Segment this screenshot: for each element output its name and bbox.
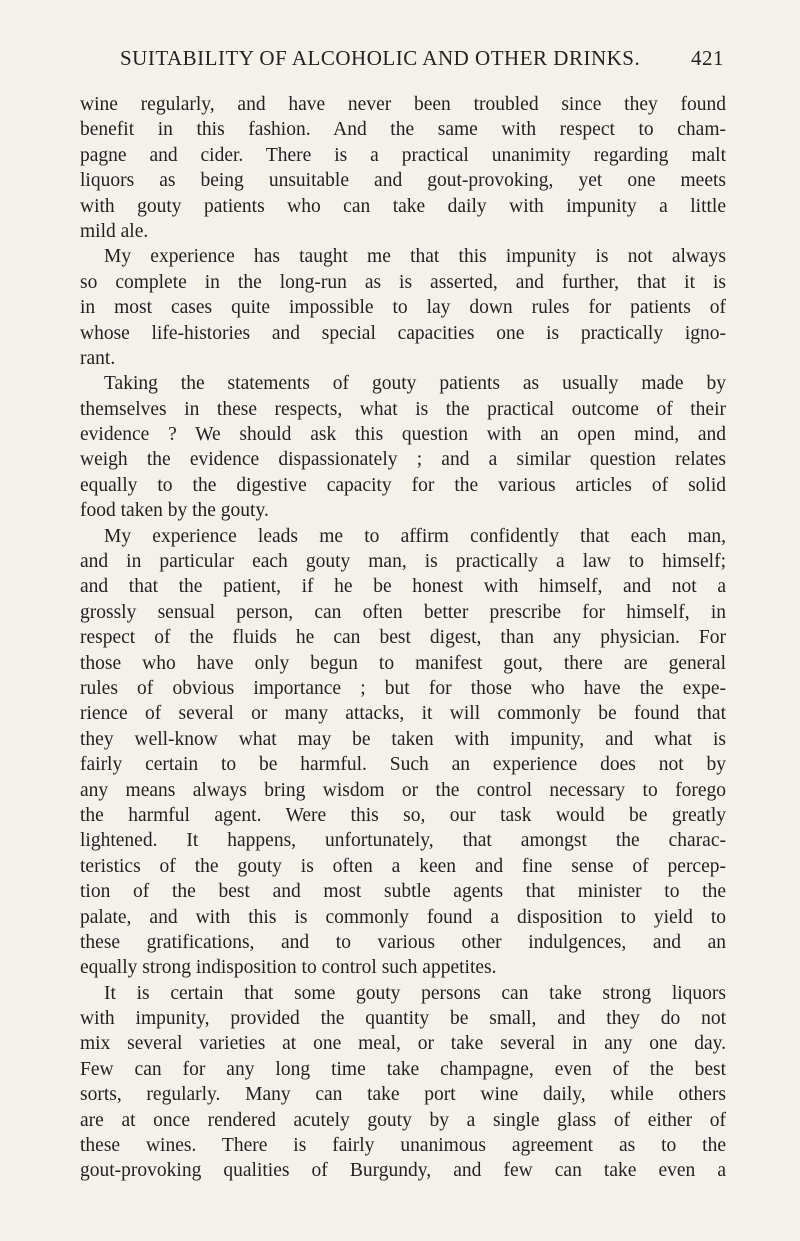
text-line: grossly sensual person, can often better prescribe for himself, in	[80, 601, 726, 623]
paragraph	[80, 92, 726, 244]
text-line: these gratifications, and to various other indulgences, and an	[80, 931, 726, 953]
text-line: with gouty patients who can take daily with impunity a little	[80, 195, 726, 217]
text-line: liquors as being unsuitable and gout-provoking, yet one meets	[80, 170, 726, 192]
text-line: It is certain that some gouty persons can take strong liquors	[104, 982, 726, 1004]
paragraph	[80, 371, 726, 523]
text-line: any means always bring wisdom or the control necessary to forego	[80, 779, 726, 801]
text-line: mix several varieties at one meal, or take several in any one day.	[80, 1033, 726, 1055]
text-line: benefit in this fashion. And the same with respect to cham-	[80, 119, 726, 141]
paragraph	[80, 244, 726, 371]
text-line: those who have only begun to manifest gout, there are general	[80, 652, 726, 674]
text-line: tion of the best and most subtle agents that minister to the	[80, 881, 726, 903]
paragraph	[80, 981, 726, 1184]
text-line: equally to the digestive capacity for the various articles of solid	[80, 474, 726, 496]
text-line: with impunity, provided the quantity be small, and they do not	[80, 1008, 726, 1030]
text-line: and that the patient, if he be honest with himself, and not a	[80, 576, 726, 598]
page-number: 421	[691, 46, 724, 70]
running-head-title: SUITABILITY OF ALCOHOLIC AND OTHER DRINKS.	[120, 46, 641, 70]
text-line: fairly certain to be harmful. Such an experience does not by	[80, 754, 726, 776]
text-line: food taken by the gouty.	[80, 500, 269, 522]
text-line: mild ale.	[80, 220, 149, 242]
text-line: rience of several or many attacks, it will commonly be found that	[80, 703, 726, 725]
text-line: these wines. There is fairly unanimous agreement as to the	[80, 1135, 726, 1157]
text-line: My experience leads me to affirm confidently that each man,	[104, 525, 726, 547]
text-line: equally strong indisposition to control such appetites.	[80, 957, 497, 979]
text-line: rules of obvious importance ; but for those who have the expe-	[80, 677, 726, 699]
paragraph	[80, 524, 726, 981]
text-line: so complete in the long-run as is asserted, and further, that it is	[80, 271, 726, 293]
text-line: sorts, regularly. Many can take port wine daily, while others	[80, 1084, 726, 1106]
text-line: whose life-histories and special capacities one is practically igno-	[80, 322, 726, 344]
text-line: they well-know what may be taken with impunity, and what is	[80, 728, 726, 750]
body-text	[80, 92, 726, 1184]
text-line: My experience has taught me that this impunity is not always	[104, 246, 726, 268]
text-line: in most cases quite impossible to lay down rules for patients of	[80, 297, 726, 319]
text-line: rant.	[80, 347, 116, 369]
text-line: pagne and cider. There is a practical unanimity regarding malt	[80, 144, 726, 166]
text-line: Taking the statements of gouty patients as usually made by	[104, 373, 726, 395]
text-line: teristics of the gouty is often a keen and fine sense of percep-	[80, 855, 726, 877]
running-head	[120, 46, 724, 78]
text-line: Few can for any long time take champagne, even of the best	[80, 1058, 726, 1080]
text-line: the harmful agent. Were this so, our task would be greatly	[80, 804, 726, 826]
text-line: themselves in these respects, what is the practical outcome of their	[80, 398, 726, 420]
text-line: weigh the evidence dispassionately ; and a similar question relates	[80, 449, 726, 471]
text-line: respect of the fluids he can best digest, than any physician. For	[80, 627, 726, 649]
text-line: palate, and with this is commonly found a disposition to yield to	[80, 906, 726, 928]
text-line: evidence ? We should ask this question with an open mind, and	[80, 424, 726, 446]
text-line: lightened. It happens, unfortunately, that amongst the charac-	[80, 830, 726, 852]
text-line: and in particular each gouty man, is practically a law to himself;	[80, 551, 726, 573]
text-line: gout-provoking qualities of Burgundy, and few can take even a	[80, 1160, 726, 1182]
text-line: are at once rendered acutely gouty by a single glass of either of	[80, 1109, 726, 1131]
text-line: wine regularly, and have never been troubled since they found	[80, 94, 726, 115]
